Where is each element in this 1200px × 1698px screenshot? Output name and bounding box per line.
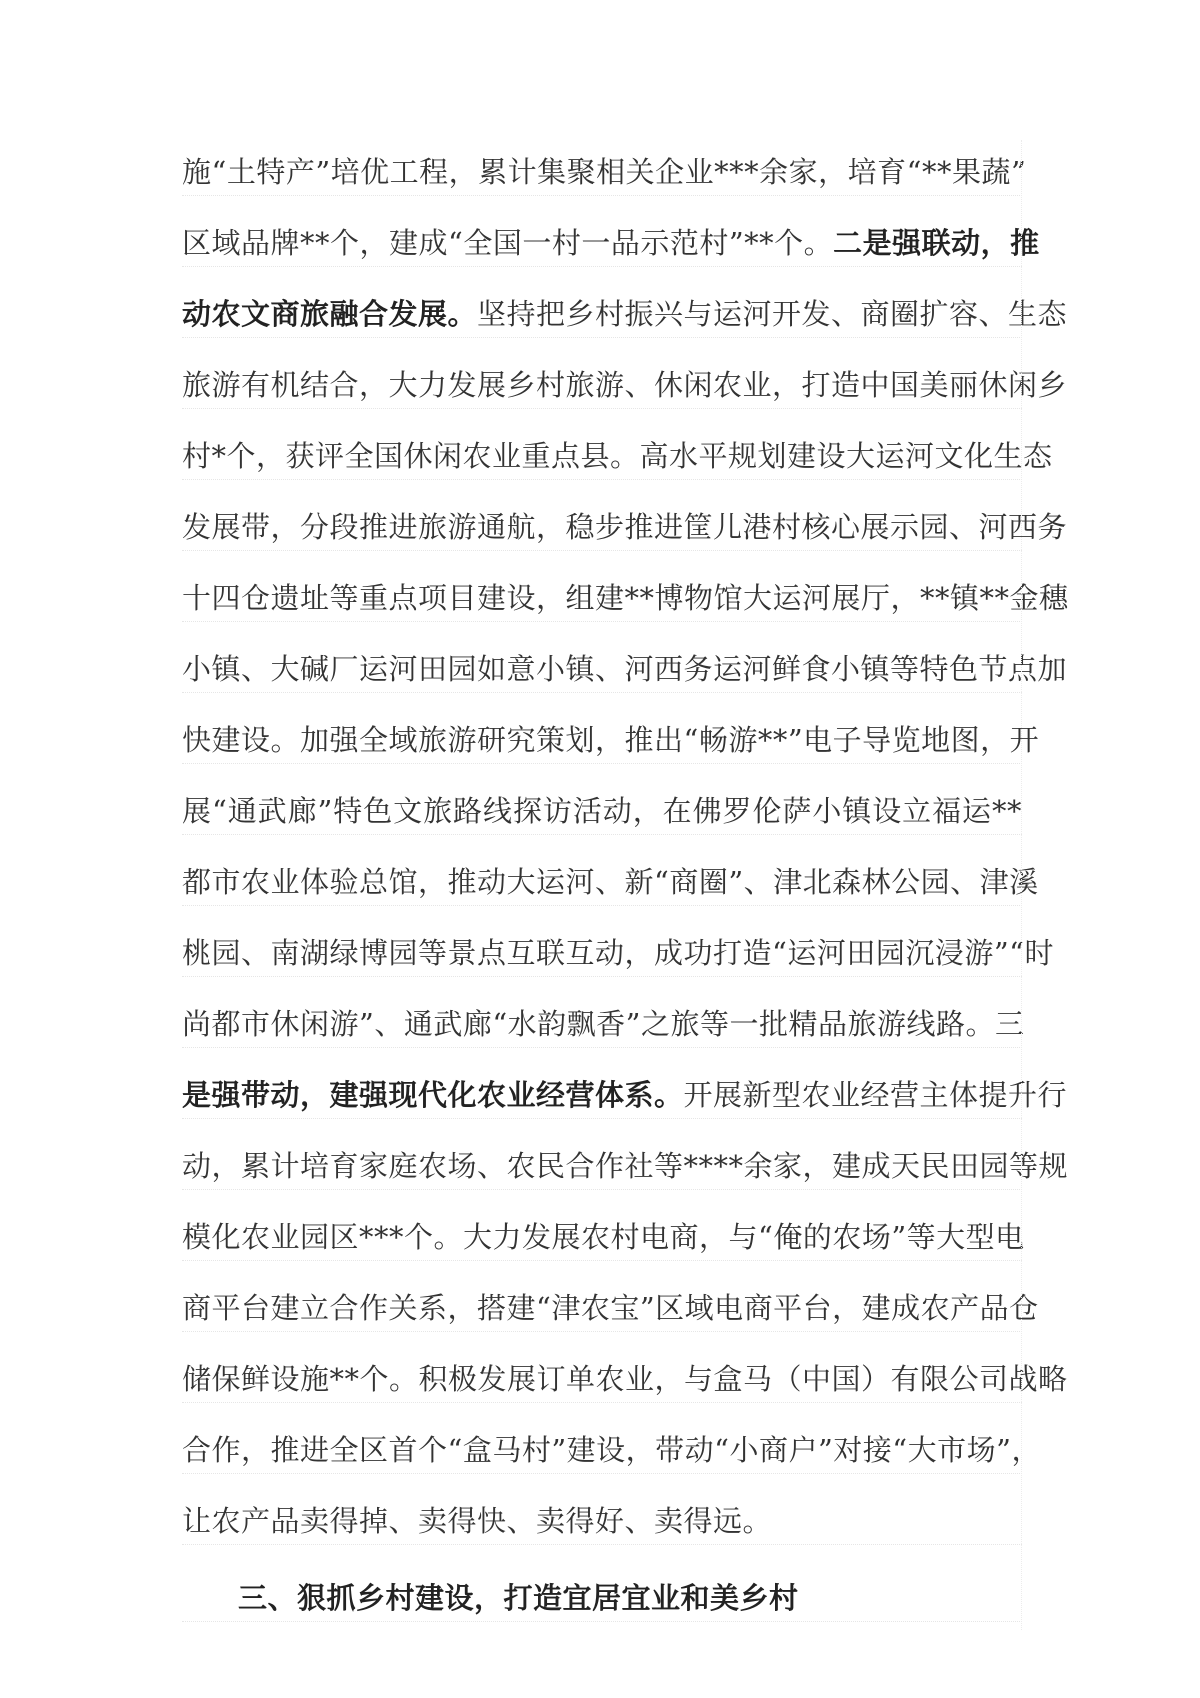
- text-line: [182, 1359, 1068, 1399]
- text-line: [182, 1288, 1039, 1328]
- text-line: [182, 862, 1039, 902]
- text-line: [182, 152, 1027, 192]
- underline-rule: [182, 266, 1022, 267]
- text-line: [182, 1217, 1025, 1257]
- text-line: [182, 1146, 1069, 1186]
- underline-rule: [182, 1189, 1022, 1190]
- line-text: 旅游有机结合，大力发展乡村旅游、休闲农业，打造中国美丽休闲乡: [182, 368, 1068, 402]
- text-line: [182, 1004, 1025, 1044]
- underline-rule: [182, 1260, 1022, 1261]
- text-line: [182, 791, 1022, 831]
- line-text: 快建设。加强全域旅游研究策划，推出“畅游**”电子导览地图，开: [182, 723, 1040, 757]
- underline-rule: [182, 1621, 1022, 1622]
- section-heading: 三、狠抓乡村建设，打造宜居宜业和美乡村: [238, 1581, 799, 1615]
- bold-phrase: 动农文商旅融合发展。: [182, 297, 478, 331]
- page-margin-guide: [1021, 140, 1022, 1630]
- text-line: [182, 578, 1069, 618]
- underline-rule: [182, 692, 1022, 693]
- underline-rule: [182, 905, 1022, 906]
- line-text: 施“土特产”培优工程，累计集聚相关企业***余家，培育“**果蔬”: [182, 155, 1027, 189]
- line-text: 发展带，分段推进旅游通航，稳步推进筐儿港村核心展示园、河西务: [182, 510, 1068, 544]
- underline-rule: [182, 1331, 1022, 1332]
- bold-phrase: 是强带动，建强现代化农业经营体系。: [182, 1078, 684, 1112]
- bold-phrase: 二是强联动，推: [833, 226, 1040, 260]
- line-text: 村*个，获评全国休闲农业重点县。高水平规划建设大运河文化生态: [182, 439, 1053, 473]
- underline-rule: [182, 1118, 1022, 1119]
- line-text: 开展新型农业经营主体提升行: [683, 1078, 1068, 1112]
- line-text: 储保鲜设施**个。积极发展订单农业，与盒马（中国）有限公司战略: [182, 1362, 1068, 1396]
- underline-rule: [182, 1473, 1022, 1474]
- line-text: 桃园、南湖绿博园等景点互联互动，成功打造“运河田园沉浸游”“时: [182, 936, 1054, 970]
- text-line: [182, 436, 1053, 476]
- text-line: [182, 223, 1040, 263]
- underline-rule: [182, 834, 1022, 835]
- underline-rule: [182, 763, 1022, 764]
- line-text: 十四仓遗址等重点项目建设，组建**博物馆大运河展厅，**镇**金穗: [182, 581, 1069, 615]
- line-text: 都市农业体验总馆，推动大运河、新“商圈”、津北森林公园、津溪: [182, 865, 1039, 899]
- underline-rule: [182, 195, 1022, 196]
- line-text: 模化农业园区***个。大力发展农村电商，与“俺的农场”等大型电: [182, 1220, 1025, 1254]
- underline-rule: [182, 1402, 1022, 1403]
- underline-rule: [182, 408, 1022, 409]
- text-line: [182, 365, 1068, 405]
- line-text: 尚都市休闲游”、通武廊“水韵飘香”之旅等一批精品旅游线路。三: [182, 1007, 1025, 1041]
- text-line: [182, 649, 1068, 689]
- underline-rule: [182, 621, 1022, 622]
- text-line: [182, 1430, 1041, 1470]
- underline-rule: [182, 337, 1022, 338]
- text-line: [182, 1075, 1068, 1115]
- line-text: 区域品牌**个，建成“全国一村一品示范村”**个。: [182, 226, 834, 260]
- underline-rule: [182, 479, 1022, 480]
- line-text: 商平台建立合作关系，搭建“津农宝”区域电商平台，建成农产品仓: [182, 1291, 1039, 1325]
- underline-rule: [182, 1544, 1022, 1545]
- line-text: 让农产品卖得掉、卖得快、卖得好、卖得远。: [182, 1504, 773, 1538]
- line-text: 动，累计培育家庭农场、农民合作社等****余家，建成天民田园等规: [182, 1149, 1069, 1183]
- line-text: 坚持把乡村振兴与运河开发、商圈扩容、生态: [477, 297, 1068, 331]
- line-text: 小镇、大碱厂运河田园如意小镇、河西务运河鲜食小镇等特色节点加: [182, 652, 1068, 686]
- underline-rule: [182, 1047, 1022, 1048]
- underline-rule: [182, 976, 1022, 977]
- line-text: 合作，推进全区首个“盒马村”建设，带动“小商户”对接“大市场”，: [182, 1433, 1041, 1467]
- underline-rule: [182, 550, 1022, 551]
- text-line: [182, 1501, 1022, 1541]
- text-line: [182, 720, 1040, 760]
- text-line: [182, 507, 1068, 547]
- line-text: 展“通武廊”特色文旅路线探访活动，在佛罗伦萨小镇设立福运**: [182, 794, 1022, 828]
- text-line: [182, 933, 1054, 973]
- text-line: [182, 294, 1068, 334]
